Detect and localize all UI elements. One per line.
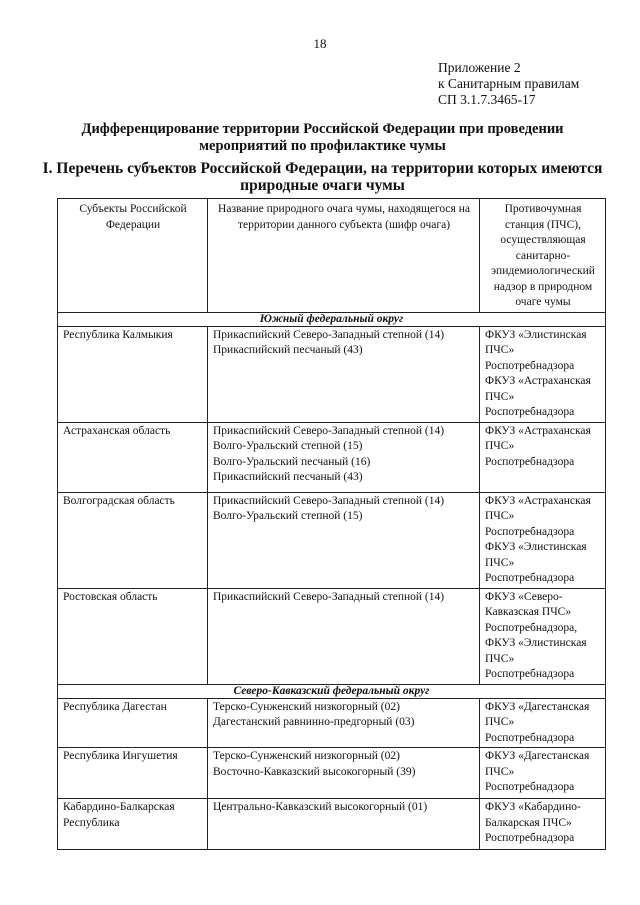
focus-cell [208,698,480,748]
focus-cell [208,748,480,799]
focus-name: Прикаспийский Северо-Западный степной (14) [213,424,445,437]
table-row [58,326,606,422]
focus-name: Дагестанский равнинно-предгорный (03) [213,716,415,728]
station-name: ФКУЗ «Элистинская ПЧС» Роспотребнадзора [485,328,587,372]
station-name: ФКУЗ «Астраханская ПЧС» Роспотребнадзора [485,424,591,468]
table-row [58,492,606,588]
table-row [58,698,606,748]
subject-cell: Республика Калмыкия [58,326,208,422]
focus-name: Прикаспийский Северо-Западный степной (14) [213,494,445,507]
subject-cell: Кабардино-Балкарская Республика [58,799,208,850]
focus-cell [208,588,480,684]
district-row [58,684,606,698]
table-row [58,588,606,684]
table-body [58,199,606,850]
subject-cell: Астраханская область [58,422,208,492]
station-cell [480,492,606,588]
subject-cell: Ростовская область [58,588,208,684]
page-number: 18 [313,36,327,51]
station-name: ФКУЗ «Астраханская ПЧС» Роспотребнадзора [485,494,591,538]
table-row [58,799,606,850]
header-focus-name: Название природного очага чумы, находящегося на территории данного субъекта (шифр очага) [208,199,480,313]
station-name: ФКУЗ «Северо-Кавказская ПЧС» Роспотребнадзора, [485,590,578,634]
table-header-row [58,199,606,313]
station-cell [480,326,606,422]
station-name: ФКУЗ «Дагестанская ПЧС» Роспотребнадзора [485,750,590,793]
focus-name: Прикаспийский Северо-Западный степной (14) [213,328,445,341]
focus-name: Прикаспийский песчаный (43) [213,344,363,356]
focus-name: Волго-Уральский степной (15) [213,510,363,522]
focus-name: Терско-Сунженский низкогорный (02) [213,750,400,762]
station-cell [480,799,606,850]
station-cell [480,588,606,684]
station-name: ФКУЗ «Кабардино-Балкарская ПЧС» Роспотребнадзора [485,801,581,844]
focus-name: Волго-Уральский степной (15) [213,440,363,452]
appendix-line-3: СП 3.1.7.3465-17 [438,92,536,107]
subject-cell: Республика Дагестан [58,698,208,748]
district-name: Южный федеральный округ [58,312,606,326]
focus-name: Волго-Уральский песчаный (16) [213,455,371,468]
focus-cell [208,492,480,588]
focus-name: Прикаспийский Северо-Западный степной (14) [213,590,445,603]
focus-cell [208,799,480,850]
focus-name: Прикаспийский песчаный (43) [213,471,363,483]
subject-cell: Волгоградская область [58,492,208,588]
header-subjects: Субъекты Российской Федерации [58,199,208,313]
station-cell [480,748,606,799]
station-name: ФКУЗ «Элистинская ПЧС» Роспотребнадзора [485,541,587,584]
subject-cell: Республика Ингушетия [58,748,208,799]
station-name: ФКУЗ «Астраханская ПЧС» Роспотребнадзора [485,375,591,418]
district-row [58,312,606,326]
station-cell [480,422,606,492]
focus-name: Восточно-Кавказский высокогорный (39) [213,765,416,778]
appendix-block [438,60,579,108]
document-title: Дифференцирование территории Российской Федерации при проведении мероприятий по профилактике чумы [81,121,564,154]
district-name: Северо-Кавказский федеральный округ [58,684,606,698]
table-row [58,748,606,799]
appendix-line-1: Приложение 2 [438,60,521,75]
focus-cell [208,422,480,492]
station-name: ФКУЗ «Элистинская ПЧС» Роспотребнадзора [485,637,587,680]
focus-cell [208,326,480,422]
header-station: Противочумная станция (ПЧС), осуществляющая санитарно-эпидемиологический надзор в природном очаге чумы [480,199,606,313]
appendix-line-2: к Санитарным правилам [438,76,580,91]
station-name: ФКУЗ «Дагестанская ПЧС» Роспотребнадзора [485,700,590,744]
station-cell [480,698,606,748]
section-title: I. Перечень субъектов Российской Федерации, на территории которых имеются природные очаги чумы [42,160,603,194]
focus-name: Терско-Сунженский низкогорный (02) [213,700,400,713]
table-row [58,422,606,492]
plague-foci-table [57,198,606,850]
focus-name: Центрально-Кавказский высокогорный (01) [213,801,428,813]
